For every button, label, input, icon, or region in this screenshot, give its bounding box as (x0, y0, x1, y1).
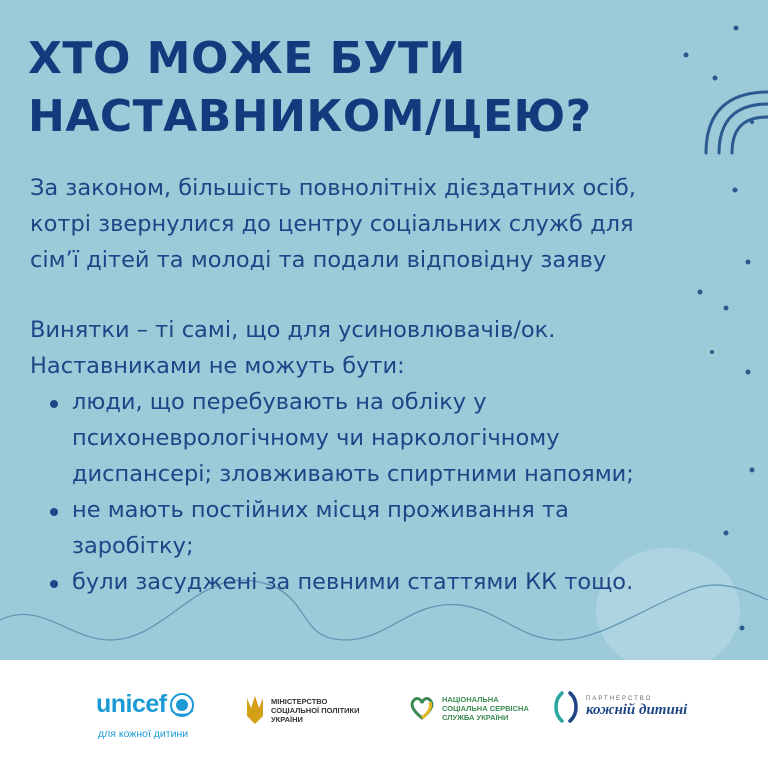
nssu-line: СОЦІАЛЬНА СЕРВІСНА (442, 703, 529, 713)
exceptions-section (30, 312, 730, 600)
bullet-icon (50, 508, 58, 516)
list-item-line: люди, що перебувають на обліку у (72, 389, 487, 415)
unicef-logo (96, 690, 195, 740)
intro-line: котрі звернулися до центру соціальних служб для (30, 211, 634, 237)
nssu-name (442, 695, 529, 722)
page-title (28, 30, 728, 146)
bullet-icon (50, 400, 58, 408)
unicef-globe-icon (169, 692, 195, 718)
exceptions-line: Наставниками не можуть бути: (30, 353, 405, 379)
trident-icon (245, 694, 265, 726)
list-item-line: психоневрологічному чи наркологічному (72, 425, 560, 451)
nssu-logo (408, 694, 529, 722)
partnership-name (586, 696, 687, 719)
ministry-name (271, 697, 360, 724)
partner-logos-footer (0, 660, 768, 768)
list-item-line: були засуджені за певними статтями КК тощо. (72, 569, 634, 595)
list-item-line: заробітку; (72, 533, 194, 559)
list-item (30, 564, 730, 600)
parentheses-icon (552, 690, 580, 724)
intro-paragraph (30, 170, 730, 278)
ministry-logo (245, 694, 360, 726)
ministry-line: УКРАЇНИ (271, 714, 303, 724)
nssu-line: СЛУЖБА УКРАЇНИ (442, 712, 509, 722)
bullet-icon (50, 580, 58, 588)
partnership-big-label: кожній дитині (586, 701, 688, 718)
unicef-tagline: для кожної дитини (98, 728, 189, 740)
heart-hands-icon (408, 694, 436, 722)
list-item-line: диспансері; зловживають спиртними напоями; (72, 461, 634, 487)
intro-line: За законом, більшість повнолітніх дієздатних осіб, (30, 175, 636, 201)
intro-line: сім’ї дітей та молоді та подали відповідну заяву (30, 247, 607, 273)
exceptions-line: Винятки – ті самі, що для усиновлювачів/ок. (30, 317, 556, 343)
partnership-small-label: ПАРТНЕРСТВО (586, 695, 653, 702)
ministry-line: СОЦІАЛЬНОЇ ПОЛІТИКИ (271, 705, 360, 715)
ministry-line: МІНІСТЕРСТВО (271, 696, 328, 706)
list-item-line: не мають постійних місця проживання та (72, 497, 569, 523)
title-line: ХТО МОЖЕ БУТИ (28, 33, 466, 84)
list-item (30, 384, 730, 492)
unicef-wordmark: unicef (96, 690, 167, 718)
list-item (30, 492, 730, 564)
title-line: НАСТАВНИКОМ/ЦЕЮ? (28, 91, 592, 142)
exceptions-list (30, 384, 730, 600)
partnership-logo (552, 690, 687, 724)
nssu-line: НАЦІОНАЛЬНА (442, 694, 499, 704)
